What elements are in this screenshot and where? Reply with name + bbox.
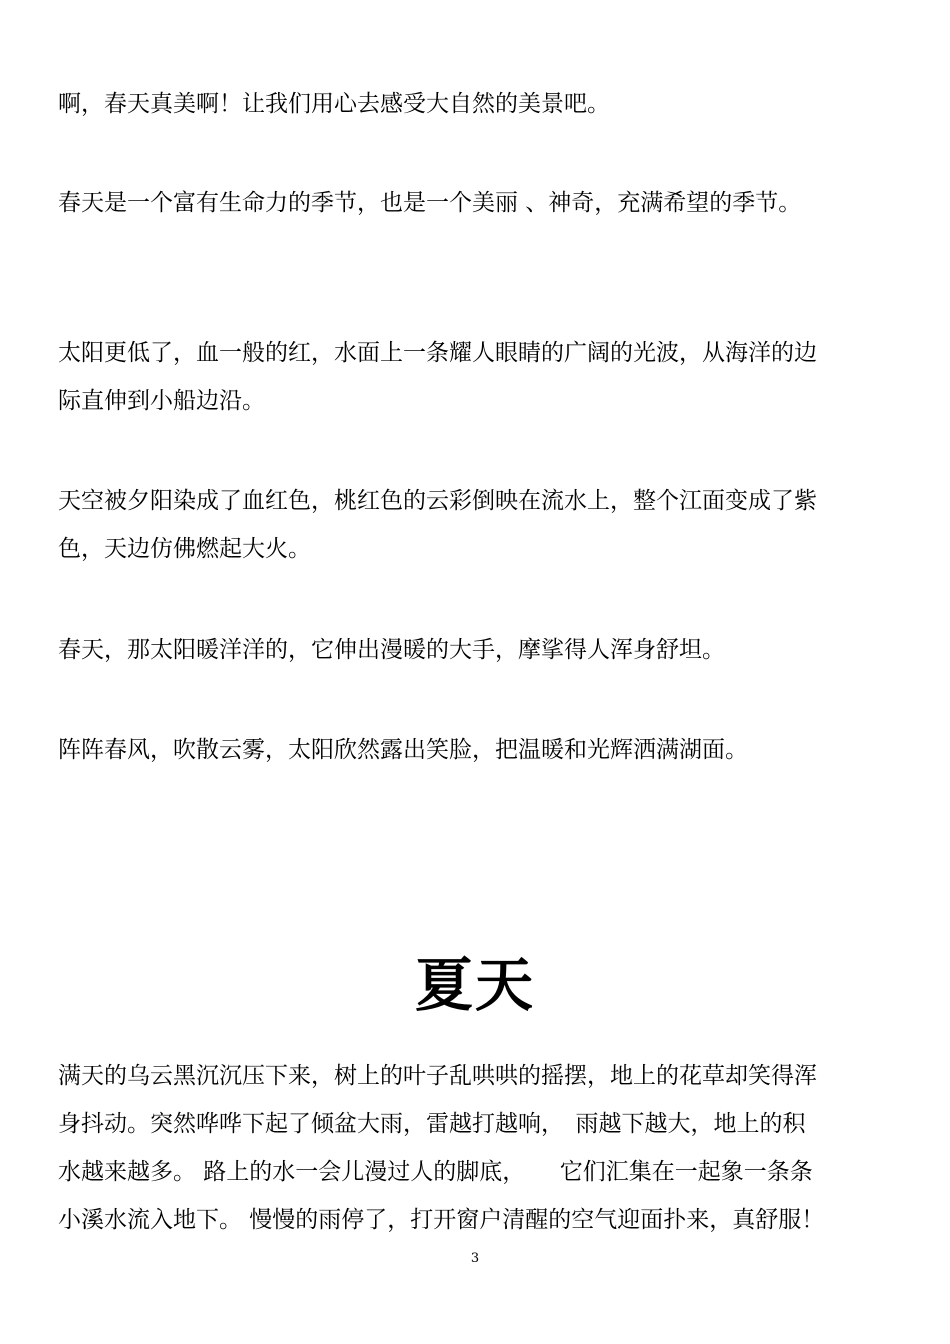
page-number: 3 (470, 1251, 480, 1266)
text-line: 太阳更低了，血一般的红，水面上一条耀人眼睛的广阔的光波，从海洋的边 (58, 340, 817, 366)
paragraph-spring-praise (58, 80, 892, 128)
paragraph-sunset-sky (58, 477, 892, 573)
paragraph-spring-sun (58, 626, 892, 674)
paragraph-sunset-sea (58, 329, 892, 425)
text-line: 小溪水流入地下。 慢慢的雨停了，打开窗户清醒的空气迎面扑来，真舒服！ (58, 1207, 825, 1233)
text-line: 色，天边仿佛燃起大火。 (58, 536, 311, 562)
paragraph-spring-season (58, 179, 892, 227)
text-line: 身抖动。突然哗哗下起了倾盆大雨，雷越打越响， 雨越下越大，地上的积 (58, 1111, 806, 1137)
paragraph-summer-rain (58, 1052, 892, 1244)
text-line: 阵阵春风，吹散云雾，太阳欣然露出笑脸，把温暖和光辉洒满湖面。 (58, 737, 748, 763)
text-line: 啊，春天真美啊！让我们用心去感受大自然的美景吧。 (58, 91, 610, 117)
text-line: 春天是一个富有生命力的季节，也是一个美丽 、神奇，充满希望的季节。 (58, 190, 802, 216)
text-line: 满天的乌云黑沉沉压下来，树上的叶子乱哄哄的摇摆，地上的花草却笑得浑 (58, 1063, 817, 1089)
paragraph-spring-wind (58, 726, 892, 774)
text-line: 春天，那太阳暖洋洋的，它伸出漫暖的大手，摩挲得人浑身舒坦。 (58, 637, 725, 663)
text-line: 际直伸到小船边沿。 (58, 388, 265, 414)
text-line: 水越来越多。 路上的水一会儿漫过人的脚底， 它们汇集在一起象一条条 (58, 1159, 813, 1185)
section-title-summer: 夏天 (414, 951, 535, 1019)
text-line: 天空被夕阳染成了血红色，桃红色的云彩倒映在流水上，整个江面变成了紫 (58, 488, 817, 514)
